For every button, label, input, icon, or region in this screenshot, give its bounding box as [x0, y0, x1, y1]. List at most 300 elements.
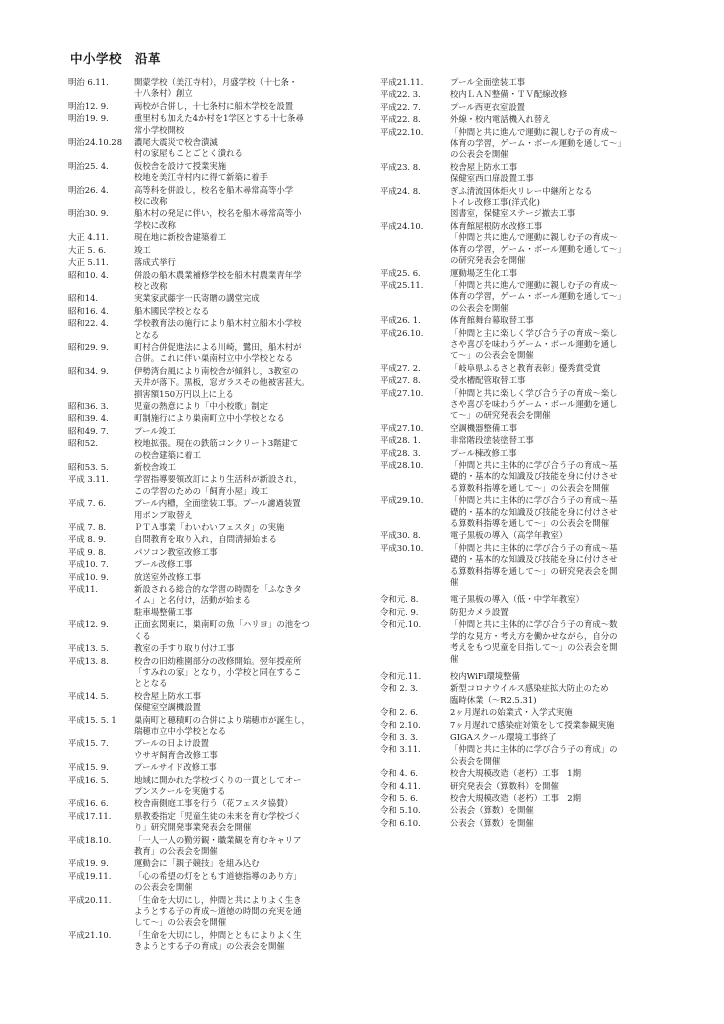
entry-description: [134, 656, 368, 690]
history-entry: [68, 474, 368, 497]
entry-description: [134, 232, 368, 243]
entry-date: 平成12. 9.: [68, 619, 109, 630]
entry-date: 平成28. 1.: [380, 435, 421, 446]
history-column-right: [380, 77, 680, 829]
entry-description: [134, 245, 368, 256]
entry-description: [134, 401, 368, 412]
entry-description: [450, 448, 680, 459]
entry-line: 礎的・基本的な知識及び技能を身に付けさせ: [450, 471, 618, 482]
history-entry: [68, 656, 368, 690]
history-entry: [380, 448, 680, 459]
history-entry: [68, 462, 368, 473]
entry-line: 新校舎竣工: [134, 462, 176, 472]
entry-date: 平成27.10.: [380, 387, 424, 398]
entry-line: さや喜びを味わうゲーム・ボール運動を通し: [450, 338, 618, 349]
entry-description: [450, 315, 680, 326]
history-entry: [380, 607, 680, 618]
entry-line: 落成式挙行: [134, 257, 176, 268]
history-entry: [68, 306, 368, 317]
entry-description: [450, 607, 680, 618]
entry-description: [134, 306, 368, 317]
history-entry: [68, 835, 368, 858]
entry-line: この学習のための「飼育小屋」竣工: [134, 485, 268, 496]
entry-description: [134, 715, 368, 738]
history-entry: [68, 401, 368, 412]
entry-description: [450, 683, 680, 706]
history-entry: [380, 805, 680, 816]
history-entry: [380, 768, 680, 779]
entry-line: 自問教育を取り入れ，自問清掃始まる: [134, 534, 277, 545]
entry-date: 平成14. 5.: [68, 690, 109, 701]
entry-description: [134, 930, 368, 953]
entry-line: 「すみれの家」となり，小学校と同在するこ: [134, 666, 302, 677]
entry-date: 平成 7. 8.: [68, 522, 107, 533]
entry-date: 平成 3.11.: [68, 474, 109, 485]
entry-line: 「生命を大切にし，仲間とともによりよく生: [134, 929, 302, 940]
entry-line: 学校教育法の施行により船木村立船木小学校: [134, 318, 302, 329]
entry-line: 「仲間と共に主体的に学び合う子の育成～基: [450, 542, 618, 553]
entry-description: [134, 208, 368, 231]
entry-line: 放送室外改修工事: [134, 571, 201, 582]
history-entry: [68, 619, 368, 642]
entry-description: [450, 594, 680, 605]
entry-line: 開蒙学校（美江寺村），月盛学校（十七条・: [134, 77, 298, 87]
entry-date: 令和 5.10.: [380, 805, 421, 816]
entry-line: 礎的・基本的な知識及び技能を身に付けさせ: [450, 506, 618, 517]
entry-description: [134, 101, 368, 112]
entry-description: [450, 781, 680, 792]
history-entry: [380, 268, 680, 279]
history-entry: [68, 584, 368, 618]
entry-date: 大正 5.11.: [68, 257, 109, 268]
history-entry: [68, 426, 368, 437]
history-entry: [380, 781, 680, 792]
entry-line: 体育館舞台幕取替工事: [450, 315, 534, 326]
entry-date: 大正 4.11.: [68, 232, 109, 243]
entry-line: 用ポンプ取替え: [134, 509, 193, 520]
entry-line: して～」の公表会を開催: [134, 917, 227, 928]
history-entry: [68, 534, 368, 545]
history-entry: [380, 671, 680, 682]
entry-line: 常小学校開校: [134, 124, 185, 135]
entry-description: [450, 460, 680, 494]
entry-line: イム」と名付け，活動が始まる: [134, 595, 251, 606]
history-entry: [68, 293, 368, 304]
entry-line: 2ヶ月遅れの始業式・入学式実施: [450, 707, 573, 718]
entry-line: 運動会に「親子競技」を組み込む: [134, 858, 260, 869]
entry-line: 校内WiFi環境整備: [450, 670, 520, 681]
entry-line: 「一人一人の勤労観・職業観を育むキャリア: [134, 834, 302, 845]
history-entry: [380, 460, 680, 494]
history-entry: [68, 798, 368, 809]
entry-description: [134, 572, 368, 583]
entry-description: [134, 559, 368, 570]
history-entry: [68, 559, 368, 570]
entry-line: 校舎大規模改造（老朽）工事 2期: [450, 792, 581, 803]
entry-line: 損害額150万円以上に上る: [134, 388, 234, 399]
history-entry: [68, 413, 368, 424]
entry-line: 学校に改称: [134, 219, 176, 230]
history-entry: [68, 161, 368, 184]
entry-line: 「仲間と主に楽しく学び合う子の育成～楽し: [450, 327, 618, 338]
entry-line: 図書室，保健室ステージ撤去工事: [450, 208, 576, 219]
entry-line: 仮校舎を設けて授業実施: [134, 160, 227, 171]
entry-line: プール棟改修工事: [450, 447, 517, 458]
history-entry: [68, 643, 368, 654]
entry-description: [450, 732, 680, 743]
history-entry: [380, 720, 680, 731]
entry-date: 昭和49. 7.: [68, 425, 109, 436]
entry-date: 令和 2. 3.: [380, 683, 419, 694]
entry-line: ウサギ飼育舎改修工事: [134, 749, 218, 760]
history-entry: [68, 137, 368, 160]
entry-line: ようとする子の育成～道徳の時間の充実を通: [134, 906, 302, 917]
entry-date: 平成29.10.: [380, 495, 424, 506]
entry-date: 大正 5. 6.: [68, 244, 107, 255]
entry-date: 平成22. 7.: [380, 101, 421, 112]
history-entry: [380, 732, 680, 743]
entry-line: 考えをもつ児童を目指して～」の公表会を開: [450, 642, 618, 653]
entry-description: [450, 805, 680, 816]
entry-line: 併設の船木農業補修学校を船木村農業青年学: [134, 269, 302, 280]
history-entry: [68, 77, 368, 100]
entry-description: [450, 328, 680, 362]
history-entry: [68, 113, 368, 136]
entry-description: [450, 268, 680, 279]
history-entry: [68, 208, 368, 231]
history-entry: [68, 101, 368, 112]
entry-line: 「仲間と共に進んで運動に親しむ子の育成～: [450, 232, 618, 243]
entry-line: プール竣工: [134, 425, 176, 436]
entry-date: 平成15. 7.: [68, 738, 109, 749]
entry-line: 「仲間と共に主体的に学び合う子の育成～数: [450, 619, 618, 630]
entry-date: 明治26. 4.: [68, 184, 109, 195]
entry-line: 船木村の発足に伴い，校名を船木尋常高等小: [134, 208, 302, 219]
entry-line: の公表会を開催: [450, 149, 509, 160]
entry-date: 平成25.11.: [380, 279, 424, 290]
entry-date: 平成16. 5.: [68, 774, 109, 785]
entry-description: [134, 811, 368, 834]
history-entry: [68, 366, 368, 400]
entry-line: トイレ改修工事(洋式化): [450, 197, 540, 208]
entry-line: 防犯カメラ設置: [450, 606, 509, 617]
history-entry: [68, 498, 368, 521]
entry-line: 非常階段塗装塗替工事: [450, 435, 534, 446]
history-entry: [68, 871, 368, 894]
entry-date: 令和 4. 6.: [380, 768, 419, 779]
history-entry: [380, 818, 680, 829]
entry-description: [450, 720, 680, 731]
entry-line: 体育の学習，ゲーム・ボール運動を通して～」: [450, 138, 626, 149]
entry-date: 令和 2.10.: [380, 719, 421, 730]
entry-description: [450, 671, 680, 682]
history-entry: [380, 375, 680, 386]
entry-line: 「心の希望の灯をともす道徳指導のあり方」: [134, 870, 302, 881]
entry-line: 十八条村）創立: [134, 88, 193, 99]
entry-line: ＰＴＡ事業「わいわいフェスタ」の実施: [134, 522, 285, 533]
entry-line: の公表会を開催: [450, 302, 509, 313]
entry-description: [134, 257, 368, 268]
entry-description: [134, 474, 368, 497]
entry-description: [134, 185, 368, 208]
history-entry: [380, 162, 680, 185]
history-entry: [68, 318, 368, 341]
entry-date: 平成17.11.: [68, 810, 112, 821]
entry-description: [134, 858, 368, 869]
entry-date: 平成27. 8.: [380, 375, 421, 386]
entry-description: [134, 462, 368, 473]
entry-date: 平成28.10.: [380, 460, 424, 470]
entry-description: [450, 363, 680, 374]
entry-description: [134, 137, 368, 160]
entry-date: 平成25. 6.: [380, 267, 421, 278]
entry-description: [134, 522, 368, 533]
entry-date: 昭和34. 9.: [68, 365, 109, 376]
entry-line: 校に改称: [134, 196, 168, 207]
entry-date: 平成19.11.: [68, 870, 112, 881]
entry-line: 教育」の公表会を開催: [134, 846, 218, 856]
entry-description: [450, 375, 680, 386]
entry-line: 天井が落下。黒板，窓ガラスその他被害甚大。: [134, 377, 310, 388]
entry-date: 令和 5. 6.: [380, 792, 419, 803]
history-entry: [380, 363, 680, 374]
entry-line: 催: [450, 577, 459, 588]
entry-line: 「仲間と共に楽しく学び合う子の育成～楽し: [450, 387, 618, 398]
entry-line: 「仲間と共に主体的に学び合う子の育成～基: [450, 460, 618, 470]
history-entry: [68, 270, 368, 293]
history-entry: [68, 522, 368, 533]
entry-line: きようとする子の育成」の公表会を開催: [134, 941, 285, 952]
history-entry: [380, 315, 680, 326]
entry-description: [134, 293, 368, 304]
entry-date: 平成11.: [68, 584, 99, 595]
entry-line: 7ヶ月遅れで感染症対策をして授業参観実施: [450, 719, 615, 730]
entry-description: [134, 77, 368, 100]
entry-date: 平成20.11.: [68, 894, 112, 905]
entry-line: の校舎建築に着工: [134, 449, 201, 460]
entry-line: 体育の学習，ゲーム・ボール運動を通して～」: [450, 291, 626, 302]
history-entry: [380, 683, 680, 706]
entry-line: 学的な見方・考え方を働かせながら，自分の: [450, 630, 618, 641]
entry-line: る算数科指導を通して～」の公表会を開催: [450, 518, 610, 529]
entry-description: [450, 435, 680, 446]
entry-line: 重里村も加えた4か村を1学区とする十七条尋: [134, 113, 304, 124]
entry-line: 県教委指定「児童生徒の未来を育む学校づく: [134, 810, 302, 821]
entry-line: 電子黒板の導入（高学年教室）: [450, 530, 568, 541]
history-entry: [68, 858, 368, 869]
entry-line: 町村合併促進法による川崎，鷺田，船木村が: [134, 341, 302, 352]
entry-line: 「仲間と共に進んで運動に親しむ子の育成～: [450, 279, 618, 290]
entry-date: 平成23. 8.: [380, 161, 421, 172]
history-entry: [380, 186, 680, 220]
entry-line: 濃尾大震災で校舎潰滅: [134, 137, 218, 148]
history-entry: [380, 530, 680, 541]
history-entry: [68, 775, 368, 798]
history-entry: [68, 930, 368, 953]
entry-line: 校舎屋上防水工事: [134, 690, 201, 701]
entry-description: [450, 221, 680, 267]
entry-date: 令和元. 9.: [380, 606, 419, 617]
entry-line: 校地を美江寺村内に得て新築に着手: [134, 172, 268, 183]
entry-date: 昭和39. 4.: [68, 413, 109, 424]
entry-date: 平成26. 1.: [380, 315, 421, 326]
entry-date: 平成13. 5.: [68, 643, 109, 654]
history-entry: [380, 77, 680, 88]
entry-line: 公表会を開催: [450, 755, 501, 766]
entry-date: 明治19. 9.: [68, 113, 109, 124]
entry-description: [134, 738, 368, 761]
history-entry: [380, 102, 680, 113]
entry-line: 児童の熱意により「中小校歌」制定: [134, 400, 268, 411]
entry-line: 教室の手すり取り付け工事: [134, 643, 235, 654]
entry-date: 平成21.11.: [380, 77, 424, 87]
entry-line: 校と改称: [134, 280, 168, 291]
history-entry: [380, 707, 680, 718]
entry-description: [450, 89, 680, 100]
history-entry: [380, 744, 680, 767]
history-entry: [68, 185, 368, 208]
history-entry: [380, 388, 680, 422]
entry-description: [450, 619, 680, 665]
entry-description: [450, 388, 680, 422]
entry-date: 昭和10. 4.: [68, 269, 109, 280]
entry-line: 村の家屋もことごとく潰れる: [134, 148, 243, 159]
entry-line: の研究発表会を開催: [450, 255, 526, 266]
entry-description: [450, 186, 680, 220]
history-entry: [380, 793, 680, 804]
entry-description: [134, 426, 368, 437]
entry-line: る算数科指導を通して～」の研究発表会を開: [450, 565, 618, 576]
entry-date: 昭和29. 9.: [68, 341, 109, 352]
entry-date: 平成28. 3.: [380, 447, 421, 458]
entry-description: [134, 775, 368, 798]
entry-date: 平成 7. 6.: [68, 498, 107, 509]
entry-description: [450, 102, 680, 113]
entry-line: プールの日よけ設置: [134, 738, 209, 749]
entry-date: 令和元.11.: [380, 670, 422, 681]
entry-line: プール西更衣室設置: [450, 101, 525, 112]
entry-description: [134, 895, 368, 929]
history-entry: [68, 257, 368, 268]
entry-date: 平成24. 8.: [380, 185, 421, 196]
entry-date: 昭和53. 5.: [68, 462, 109, 472]
entry-line: くる: [134, 630, 151, 641]
entry-date: 平成26.10.: [380, 327, 424, 338]
entry-line: さや喜びを味わうゲーム・ボール運動を通し: [450, 398, 618, 409]
entry-line: 校舎屋上防水工事: [450, 161, 517, 172]
entry-date: 昭和22. 4.: [68, 318, 109, 329]
entry-description: [134, 547, 368, 558]
history-entry: [68, 691, 368, 714]
entry-line: プール全面塗装工事: [450, 77, 525, 87]
history-entry: [380, 89, 680, 100]
entry-date: 明治12. 9.: [68, 100, 109, 111]
entry-description: [134, 113, 368, 136]
entry-line: GIGAスクール環境工事終了: [450, 731, 557, 742]
entry-description: [134, 691, 368, 714]
entry-line: 保健室西口扉設置工事: [450, 173, 534, 184]
entry-line: 学習指導要領改訂により生活科が新設され，: [134, 474, 303, 485]
entry-line: ととなる: [134, 678, 168, 689]
entry-date: 令和 6.10.: [380, 817, 421, 828]
history-entry: [380, 328, 680, 362]
entry-date: 明治 6.11.: [68, 77, 109, 87]
history-entry: [68, 342, 368, 365]
entry-date: 平成21.10.: [68, 929, 112, 940]
entry-line: の公表会を開催: [134, 882, 193, 893]
entry-description: [134, 413, 368, 424]
entry-line: り」研究開発事業発表会を開催: [134, 822, 252, 833]
entry-date: 明治25. 4.: [68, 160, 109, 171]
entry-description: [450, 744, 680, 767]
entry-line: プール内槽，全面塗装工事。プール濾過装置: [134, 498, 301, 509]
entry-date: 平成30.10.: [380, 542, 424, 553]
history-column-left: [68, 77, 368, 953]
entry-line: 竣工: [134, 244, 151, 255]
entry-line: ぎふ清流国体炬火リレー中継所となる: [450, 185, 593, 196]
history-entry: [68, 738, 368, 761]
page-title: 中小学校 沿革: [70, 51, 162, 66]
history-entry: [68, 715, 368, 738]
entry-description: [134, 762, 368, 773]
history-entry: [380, 280, 680, 314]
entry-date: 昭和14.: [68, 293, 99, 304]
entry-description: [134, 835, 368, 858]
entry-date: 令和元.10.: [380, 619, 422, 630]
entry-date: 令和 4.11.: [380, 780, 421, 791]
entry-line: 現在地に新校舎建築着工: [134, 232, 227, 243]
entry-line: 体育の学習，ゲーム・ボール運動を通して～」: [450, 243, 626, 254]
entry-description: [134, 161, 368, 184]
entry-line: となる: [134, 329, 160, 340]
entry-line: 巣南町と穂積町の合併により瑞穂市が誕生し，: [134, 714, 310, 725]
entry-description: [134, 270, 368, 293]
entry-date: 令和 3. 3.: [380, 731, 419, 742]
entry-line: 校内ＬＡＮ整備・ＴＶ配線改修: [450, 89, 568, 100]
history-entry: [380, 619, 680, 665]
history-entry: [380, 127, 680, 161]
entry-line: プールサイド改修工事: [134, 762, 217, 773]
entry-date: 平成10. 7.: [68, 559, 109, 570]
entry-line: 「仲間と共に主体的に学び合う子の育成～基: [450, 495, 618, 506]
entry-description: [450, 77, 680, 88]
entry-date: 平成18.10.: [68, 834, 112, 845]
entry-date: 平成 8. 9.: [68, 534, 107, 545]
entry-date: 平成15. 9.: [68, 762, 109, 773]
entry-line: 駐車場整備工事: [134, 606, 193, 617]
entry-date: 令和 2. 6.: [380, 707, 419, 718]
entry-line: 地域に開かれた学校づくりの一貫としてオー: [134, 774, 302, 785]
history-entry: [68, 895, 368, 929]
entry-line: 電子黒板の導入（低・中学年教室）: [450, 594, 584, 605]
entry-line: 受水槽配管取替工事: [450, 375, 526, 386]
history-entry: [68, 811, 368, 834]
entry-date: 令和 3.11.: [380, 744, 421, 755]
entry-line: 「岐阜県ふるさと教育表彰」優秀賞受賞: [450, 362, 601, 373]
entry-line: 伊勢湾台風により南校舎が傾斜し，3教室の: [134, 365, 299, 376]
entry-line: 両校が合併し，十七条村に船木学校を設置: [134, 100, 294, 111]
history-entry: [380, 543, 680, 589]
entry-date: 平成10. 9.: [68, 571, 109, 582]
entry-date: 明治24.10.28: [68, 137, 123, 148]
entry-description: [450, 162, 680, 185]
entry-description: [134, 584, 368, 618]
entry-description: [450, 793, 680, 804]
entry-line: 高等科を併設し，校名を船木尋常高等小学: [134, 184, 294, 195]
entry-date: 平成 9. 8.: [68, 546, 107, 557]
history-entry: [68, 572, 368, 583]
entry-description: [134, 643, 368, 654]
